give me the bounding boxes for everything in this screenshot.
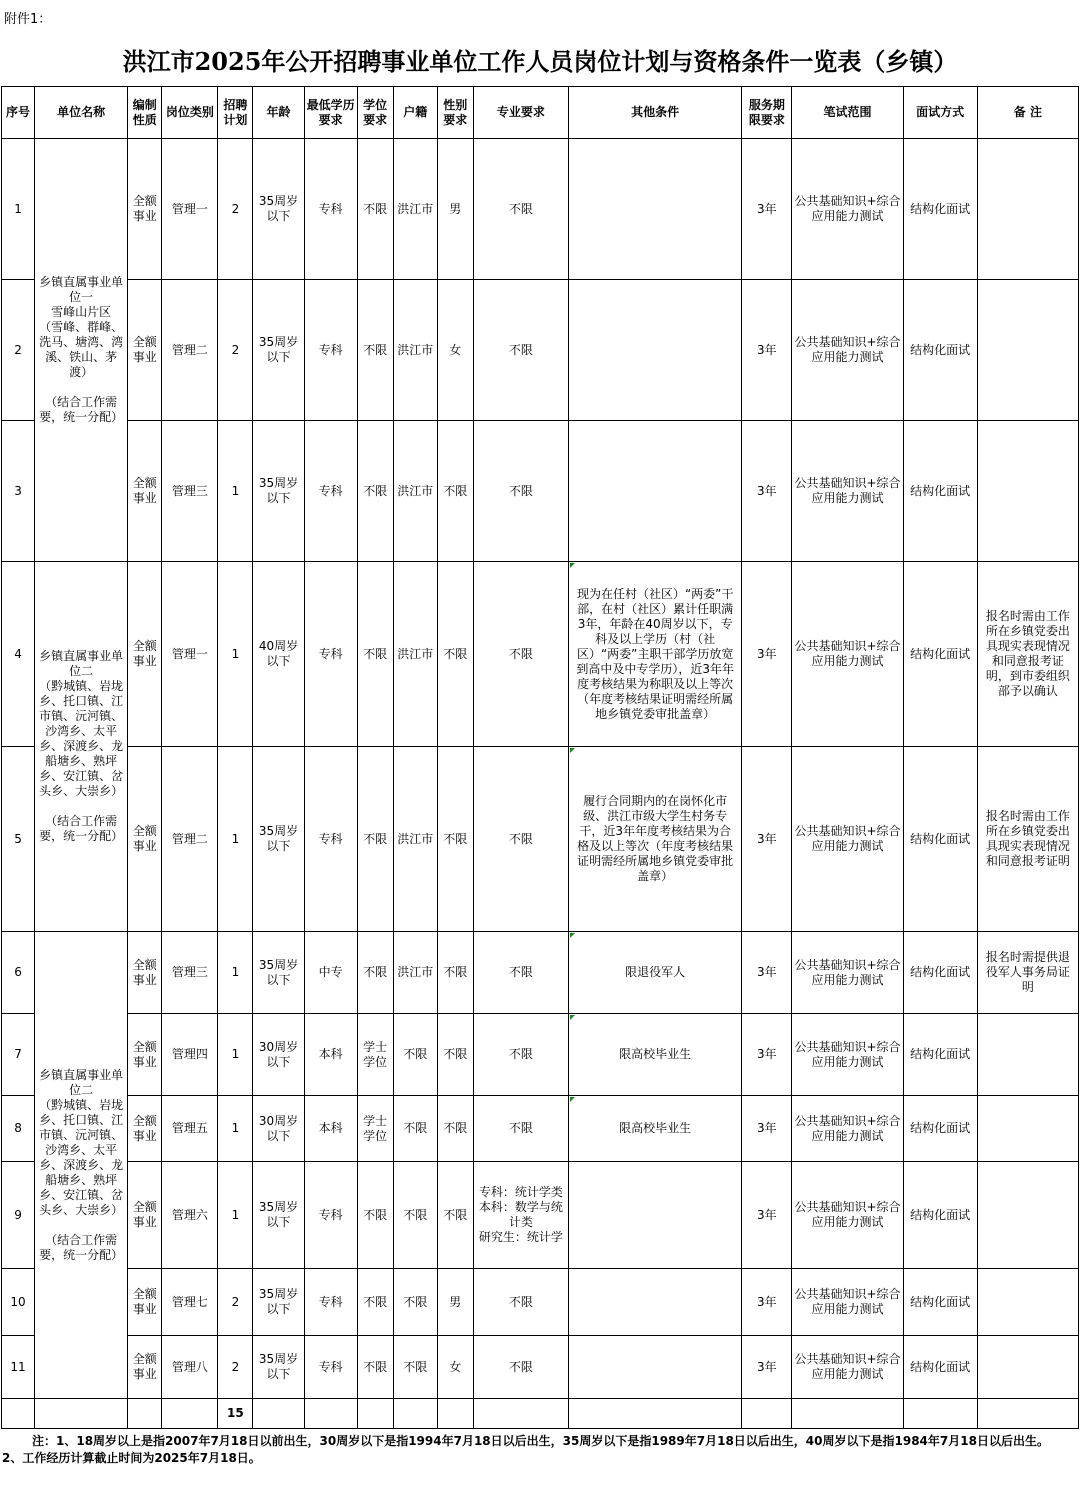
cell-gender: 不限: [437, 421, 473, 562]
cell-exam: 公共基础知识+综合应用能力测试: [792, 562, 903, 747]
cell-service: 3年: [742, 139, 792, 280]
cell-empty: [253, 1399, 304, 1429]
cell-interview: 结构化面试: [903, 1014, 977, 1096]
header-age: 年龄: [253, 87, 304, 139]
cell-edu: 中专: [304, 932, 357, 1014]
header-interview: 面试方式: [903, 87, 977, 139]
cell-category: 管理四: [162, 1014, 218, 1096]
cell-major: 不限: [473, 1336, 568, 1399]
cell-seq: 1: [2, 139, 35, 280]
cell-plan: 2: [218, 139, 253, 280]
cell-edu: 本科: [304, 1096, 357, 1162]
cell-seq: 2: [2, 280, 35, 421]
header-other: 其他条件: [569, 87, 742, 139]
header-service: 服务期限要求: [742, 87, 792, 139]
cell-category: 管理三: [162, 421, 218, 562]
table-row: [2, 562, 1079, 747]
cell-empty: [128, 1399, 162, 1429]
cell-remark: [977, 280, 1078, 421]
cell-gender: 男: [437, 139, 473, 280]
cell-plan: 1: [218, 421, 253, 562]
cell-degree: 不限: [357, 1336, 393, 1399]
cell-service: 3年: [742, 1096, 792, 1162]
cell-degree: 不限: [357, 932, 393, 1014]
cell-empty: [162, 1399, 218, 1429]
cell-nature: 全额事业: [128, 1162, 162, 1269]
cell-gender: 不限: [437, 1162, 473, 1269]
attachment-label: 附件1：: [4, 12, 52, 27]
cell-interview: 结构化面试: [903, 139, 977, 280]
cell-age: 35周岁以下: [253, 139, 304, 280]
cell-gender: 男: [437, 1269, 473, 1336]
cell-hukou: 不限: [393, 1336, 437, 1399]
cell-category: 管理七: [162, 1269, 218, 1336]
cell-nature: 全额事业: [128, 1269, 162, 1336]
cell-category: 管理二: [162, 280, 218, 421]
cell-edu: 专科: [304, 747, 357, 932]
cell-age: 35周岁以下: [253, 421, 304, 562]
cell-edu: 专科: [304, 139, 357, 280]
cell-seq: 8: [2, 1096, 35, 1162]
cell-plan: 1: [218, 562, 253, 747]
cell-empty: [35, 1399, 128, 1429]
cell-edu: 专科: [304, 280, 357, 421]
cell-unit-name: 乡镇直属事业单位一 雪峰山片区 （雪峰、群峰、洗马、塘湾、湾溪、铁山、茅渡） （结合工作需要，统一分配）: [35, 139, 128, 562]
cell-exam: 公共基础知识+综合应用能力测试: [792, 932, 903, 1014]
cell-hukou: 洪江市: [393, 747, 437, 932]
cell-other: 限高校毕业生: [569, 1096, 742, 1162]
cell-service: 3年: [742, 1336, 792, 1399]
footnote-2: 2、工作经历计算截止时间为2025年7月18日。: [2, 1451, 261, 1465]
total-row: [2, 1399, 1079, 1429]
cell-degree: 学士学位: [357, 1014, 393, 1096]
cell-other: [569, 1162, 742, 1269]
cell-service: 3年: [742, 747, 792, 932]
cell-empty: [357, 1399, 393, 1429]
comment-marker-icon: [570, 748, 575, 753]
cell-seq: 5: [2, 747, 35, 932]
header-nature: 编制性质: [128, 87, 162, 139]
cell-degree: 不限: [357, 1269, 393, 1336]
header-degree: 学位要求: [357, 87, 393, 139]
cell-seq: 3: [2, 421, 35, 562]
cell-nature: 全额事业: [128, 562, 162, 747]
cell-other: [569, 280, 742, 421]
header-plan: 招聘计划: [218, 87, 253, 139]
cell-nature: 全额事业: [128, 1096, 162, 1162]
cell-interview: 结构化面试: [903, 1096, 977, 1162]
cell-empty: [2, 1399, 35, 1429]
cell-service: 3年: [742, 1269, 792, 1336]
cell-category: 管理二: [162, 747, 218, 932]
cell-age: 35周岁以下: [253, 932, 304, 1014]
recruitment-table: [1, 86, 1079, 1429]
cell-gender: 女: [437, 1336, 473, 1399]
cell-interview: 结构化面试: [903, 280, 977, 421]
cell-remark: [977, 139, 1078, 280]
cell-service: 3年: [742, 1162, 792, 1269]
cell-degree: 不限: [357, 421, 393, 562]
cell-edu: 专科: [304, 1162, 357, 1269]
header-hukou: 户籍: [393, 87, 437, 139]
header-unit: 单位名称: [35, 87, 128, 139]
cell-major: 不限: [473, 139, 568, 280]
cell-unit-name: 乡镇直属事业单位二 （黔城镇、岩垅乡、托口镇、江市镇、沅河镇、沙湾乡、太平乡、深渡乡、龙船塘乡、熟坪乡、安江镇、岔头乡、大崇乡） （结合工作需要，统一分配）: [35, 562, 128, 932]
header-remark: 备 注: [977, 87, 1078, 139]
cell-edu: 专科: [304, 562, 357, 747]
cell-gender: 不限: [437, 1096, 473, 1162]
footnotes: [2, 1433, 1078, 1467]
cell-edu: 专科: [304, 1336, 357, 1399]
cell-degree: 不限: [357, 139, 393, 280]
comment-marker-icon: [570, 1097, 575, 1102]
table-row: [2, 1162, 1079, 1269]
cell-empty: [304, 1399, 357, 1429]
cell-remark: 报名时需提供退役军人事务局证明: [977, 932, 1078, 1014]
cell-age: 35周岁以下: [253, 747, 304, 932]
cell-age: 30周岁以下: [253, 1096, 304, 1162]
table-row: [2, 421, 1079, 562]
cell-age: 35周岁以下: [253, 1336, 304, 1399]
cell-seq: 4: [2, 562, 35, 747]
cell-remark: [977, 421, 1078, 562]
cell-exam: 公共基础知识+综合应用能力测试: [792, 1096, 903, 1162]
cell-seq: 6: [2, 932, 35, 1014]
cell-other: 履行合同期内的在岗怀化市级、洪江市级大学生村务专干，近3年年度考核结果为合格及以上等次（年度考核结果证明需经所属地乡镇党委审批盖章）: [569, 747, 742, 932]
table-row: [2, 1096, 1079, 1162]
cell-interview: 结构化面试: [903, 1336, 977, 1399]
cell-empty: [977, 1399, 1078, 1429]
cell-edu: 本科: [304, 1014, 357, 1096]
cell-other: [569, 1269, 742, 1336]
cell-age: 30周岁以下: [253, 1014, 304, 1096]
cell-degree: 不限: [357, 1162, 393, 1269]
cell-interview: 结构化面试: [903, 562, 977, 747]
cell-exam: 公共基础知识+综合应用能力测试: [792, 280, 903, 421]
table-row: [2, 139, 1079, 280]
cell-empty: [473, 1399, 568, 1429]
cell-nature: 全额事业: [128, 932, 162, 1014]
cell-major: 不限: [473, 562, 568, 747]
cell-remark: [977, 1096, 1078, 1162]
cell-major: 不限: [473, 747, 568, 932]
cell-major: 不限: [473, 1014, 568, 1096]
header-seq: 序号: [2, 87, 35, 139]
cell-hukou: 洪江市: [393, 562, 437, 747]
cell-plan: 1: [218, 932, 253, 1014]
table-row: [2, 1336, 1079, 1399]
cell-plan: 1: [218, 1096, 253, 1162]
cell-seq: 7: [2, 1014, 35, 1096]
cell-hukou: 洪江市: [393, 421, 437, 562]
cell-remark: 报名时需由工作所在乡镇党委出具现实表现情况和同意报考证明: [977, 747, 1078, 932]
page-title: 洪江市2025年公开招聘事业单位工作人员岗位计划与资格条件一览表（乡镇）: [122, 47, 958, 76]
cell-unit-name: 乡镇直属事业单位二 （黔城镇、岩垅乡、托口镇、江市镇、沅河镇、沙湾乡、太平乡、深渡乡、龙船塘乡、熟坪乡、安江镇、岔头乡、大崇乡） （结合工作需要，统一分配）: [35, 932, 128, 1399]
cell-hukou: 不限: [393, 1162, 437, 1269]
comment-marker-icon: [570, 1015, 575, 1020]
cell-service: 3年: [742, 280, 792, 421]
cell-hukou: 不限: [393, 1269, 437, 1336]
cell-service: 3年: [742, 1014, 792, 1096]
cell-age: 35周岁以下: [253, 1162, 304, 1269]
table-row: [2, 280, 1079, 421]
cell-nature: 全额事业: [128, 1336, 162, 1399]
cell-age: 35周岁以下: [253, 1269, 304, 1336]
cell-empty: [903, 1399, 977, 1429]
cell-gender: 不限: [437, 747, 473, 932]
cell-major: 专科：统计学类 本科：数学与统计类 研究生：统计学: [473, 1162, 568, 1269]
cell-major: 不限: [473, 1269, 568, 1336]
cell-seq: 10: [2, 1269, 35, 1336]
header-exam: 笔试范围: [792, 87, 903, 139]
cell-hukou: 洪江市: [393, 932, 437, 1014]
cell-nature: 全额事业: [128, 421, 162, 562]
cell-other: [569, 139, 742, 280]
comment-marker-icon: [570, 933, 575, 938]
cell-degree: 学士学位: [357, 1096, 393, 1162]
cell-service: 3年: [742, 932, 792, 1014]
cell-plan: 2: [218, 280, 253, 421]
cell-gender: 不限: [437, 562, 473, 747]
cell-interview: 结构化面试: [903, 932, 977, 1014]
table-row: [2, 932, 1079, 1014]
cell-major: 不限: [473, 421, 568, 562]
cell-category: 管理五: [162, 1096, 218, 1162]
cell-exam: 公共基础知识+综合应用能力测试: [792, 1269, 903, 1336]
cell-service: 3年: [742, 421, 792, 562]
table-row: [2, 1014, 1079, 1096]
header-gender: 性别要求: [437, 87, 473, 139]
cell-seq: 11: [2, 1336, 35, 1399]
cell-category: 管理一: [162, 139, 218, 280]
table-row: [2, 747, 1079, 932]
header-row: [2, 87, 1079, 139]
cell-degree: 不限: [357, 280, 393, 421]
cell-other: 限高校毕业生: [569, 1014, 742, 1096]
cell-exam: 公共基础知识+综合应用能力测试: [792, 1162, 903, 1269]
cell-degree: 不限: [357, 562, 393, 747]
cell-exam: 公共基础知识+综合应用能力测试: [792, 1014, 903, 1096]
cell-major: 不限: [473, 1096, 568, 1162]
header-category: 岗位类别: [162, 87, 218, 139]
cell-exam: 公共基础知识+综合应用能力测试: [792, 421, 903, 562]
cell-remark: 报名时需由工作所在乡镇党委出具现实表现情况和同意报考证明，到市委组织部予以确认: [977, 562, 1078, 747]
cell-other: [569, 1336, 742, 1399]
cell-other: 现为在任村（社区）“两委”干部，在村（社区）累计任职满3年，年龄在40周岁以下，专科及以上学历（村（社区）“两委”主职干部学历放宽到高中及中专学历），近3年年度考核结果为称职及以上等次（年度考核结果证明需经所属地乡镇党委审批盖章）: [569, 562, 742, 747]
cell-total: 15: [218, 1399, 253, 1429]
header-major: 专业要求: [473, 87, 568, 139]
cell-service: 3年: [742, 562, 792, 747]
cell-category: 管理八: [162, 1336, 218, 1399]
cell-nature: 全额事业: [128, 747, 162, 932]
cell-empty: [792, 1399, 903, 1429]
cell-other: [569, 421, 742, 562]
header-edu: 最低学历要求: [304, 87, 357, 139]
cell-edu: 专科: [304, 1269, 357, 1336]
cell-category: 管理三: [162, 932, 218, 1014]
cell-plan: 1: [218, 1162, 253, 1269]
cell-gender: 不限: [437, 1014, 473, 1096]
cell-major: 不限: [473, 932, 568, 1014]
cell-empty: [742, 1399, 792, 1429]
cell-nature: 全额事业: [128, 139, 162, 280]
cell-age: 35周岁以下: [253, 280, 304, 421]
cell-gender: 女: [437, 280, 473, 421]
cell-nature: 全额事业: [128, 280, 162, 421]
cell-exam: 公共基础知识+综合应用能力测试: [792, 139, 903, 280]
cell-empty: [569, 1399, 742, 1429]
cell-interview: 结构化面试: [903, 747, 977, 932]
cell-remark: [977, 1336, 1078, 1399]
cell-hukou: 不限: [393, 1014, 437, 1096]
cell-age: 40周岁以下: [253, 562, 304, 747]
cell-hukou: 不限: [393, 1096, 437, 1162]
cell-remark: [977, 1162, 1078, 1269]
table-row: [2, 1269, 1079, 1336]
cell-major: 不限: [473, 280, 568, 421]
cell-other: 限退役军人: [569, 932, 742, 1014]
cell-nature: 全额事业: [128, 1014, 162, 1096]
footnote-1: 注：1、18周岁以上是指2007年7月18日以前出生，30周岁以下是指1994年7月18日以后出生，35周岁以下是指1989年7月18日以后出生，40周岁以下是指1984年7月18日以后出生。: [32, 1434, 1049, 1448]
cell-exam: 公共基础知识+综合应用能力测试: [792, 747, 903, 932]
cell-interview: 结构化面试: [903, 421, 977, 562]
cell-category: 管理一: [162, 562, 218, 747]
cell-edu: 专科: [304, 421, 357, 562]
cell-interview: 结构化面试: [903, 1162, 977, 1269]
cell-plan: 2: [218, 1269, 253, 1336]
cell-hukou: 洪江市: [393, 280, 437, 421]
cell-degree: 不限: [357, 747, 393, 932]
cell-plan: 1: [218, 1014, 253, 1096]
cell-category: 管理六: [162, 1162, 218, 1269]
cell-plan: 2: [218, 1336, 253, 1399]
cell-gender: 不限: [437, 932, 473, 1014]
comment-marker-icon: [570, 563, 575, 568]
cell-plan: 1: [218, 747, 253, 932]
cell-remark: [977, 1014, 1078, 1096]
cell-seq: 9: [2, 1162, 35, 1269]
cell-remark: [977, 1269, 1078, 1336]
cell-interview: 结构化面试: [903, 1269, 977, 1336]
cell-empty: [437, 1399, 473, 1429]
cell-empty: [393, 1399, 437, 1429]
cell-exam: 公共基础知识+综合应用能力测试: [792, 1336, 903, 1399]
cell-hukou: 洪江市: [393, 139, 437, 280]
